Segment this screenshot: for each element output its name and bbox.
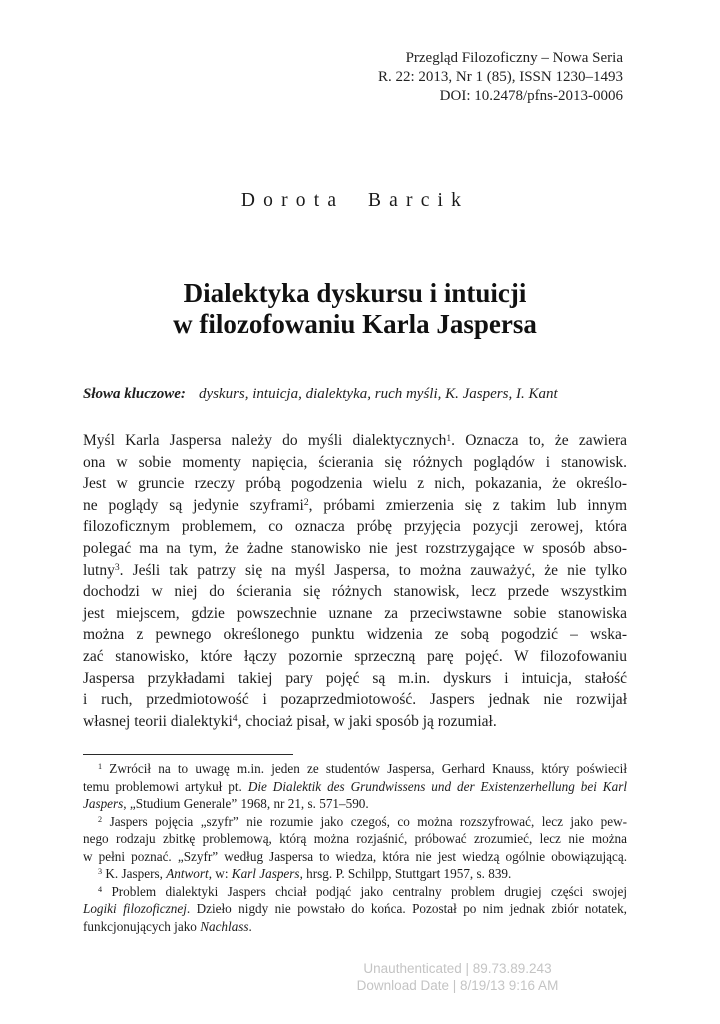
keywords-row (83, 386, 643, 403)
footnote-marker: 4 (232, 713, 238, 725)
text-line: własnej teorii dialektyki$^4$, chociaż pisał, w jaki sposób ją rozumiał. (83, 712, 497, 730)
text-line: $^3$ K. Jaspers, Antwort, w: Karl Jaspers, hrsg. P. Schilpp, Stuttgart 1957, s. 839. (98, 866, 512, 881)
journal-issue-issn: R. 22: 2013, Nr 1 (85), ISSN 1230–1493 (377, 69, 623, 85)
article-title (83, 278, 627, 340)
text-line: i ruch, przedmiotowość i pozaprzedmiotowość. Jaspers jednak nie rozwijał (83, 691, 627, 709)
text-line: można z pewnego określonego punktu widzenia ze sobą pogodzić – wska- (83, 626, 627, 644)
journal-header (378, 49, 623, 106)
article-title-line-1: Dialektyka dyskursu i intuicji (183, 278, 527, 308)
access-stamp-line-1: Unauthenticated | 89.73.89.243 (363, 961, 552, 976)
journal-doi: DOI: 10.2478/pfns-2013-0006 (439, 88, 623, 104)
text-line: temu problemowi artykuł pt. Die Dialektik des Grundwissens und der Existenzerhellung bei Karl (83, 778, 627, 794)
text-line: funkcjonujących jako Nachlass. (83, 918, 252, 934)
text-line: jest miejscem, gdzie powszechnie uznane za przeciwstawne sobie stanowiska (83, 604, 627, 622)
footnote-separator (83, 754, 293, 755)
text-line: ne poglądy są jedynie szyframi$^2$, próbami zmierzenia się z takim lub innym (83, 496, 628, 514)
text-line: polegać ma na tym, że żadne stanowisko nie jest rozstrzygające w sposób abso- (83, 539, 627, 557)
text-line: $^4$ Problem dialektyki Jaspers chciał podjąć jako centralny problem drugiej części swojej (98, 883, 627, 899)
journal-name: Przegląd Filozoficzny – Nowa Seria (405, 50, 623, 66)
article-title-line-2: w filozofowaniu Karla Jaspersa (173, 309, 537, 339)
footnote-marker: 2 (98, 814, 103, 824)
access-stamp-line-2: Download Date | 8/19/13 9:16 AM (356, 978, 559, 993)
text-line: zać stanowisko, które łączy pozornie sprzeczną parę pojęć. W filozofowaniu (83, 647, 627, 665)
text-line: Jest w gruncie rzeczy próbą pogodzenia wielu z nich, pokazania, że określo- (83, 475, 627, 493)
text-line: ona w sobie momenty napięcia, ścierania się różnych poglądów i stanowisk. (83, 453, 627, 471)
text-line: w pełni poznać. „Szyfr” według Jaspersa to wiedza, która nie jest wiedzą ogólnie obowiązującą. (83, 848, 627, 864)
text-line: nego rodzaju zbitkę problemową, którą można rozjaśnić, próbować zrozumieć, lecz nie można (83, 831, 627, 846)
keywords-list: dyskurs, intuicja, dialektyka, ruch myśli, K. Jaspers, I. Kant (198, 386, 558, 402)
author-name: Dorota Barcik (240, 190, 470, 211)
footnote-marker: 1 (98, 762, 103, 772)
footnote-marker: 4 (98, 884, 103, 894)
access-stamp (300, 960, 615, 994)
footnote-marker: 1 (446, 432, 452, 444)
text-line: $^2$ Jaspers pojęcia „szyfr” nie rozumie jako czegoś, co można rozszyfrować, lecz jako pew- (98, 813, 627, 829)
text-line: Jaspers, „Studium Generale” 1968, nr 21, s. 571–590. (83, 796, 369, 811)
body-paragraph (83, 430, 627, 732)
text-line: filozoficznym problemem, co oznacza próbę przyjęcia pozycji zerowej, która (83, 518, 627, 536)
text-line: lutny$^3$. Jeśli tak patrzy się na myśl Jaspersa, to można zauważyć, że nie tylko (83, 561, 627, 579)
text-line: $^1$ Zwrócił na to uwagę m.in. jeden ze studentów Jaspersa, Gerhard Knauss, który poświecił (98, 761, 627, 776)
text-line: Myśl Karla Jaspersa należy do myśli dialektycznych$^1$. Oznacza to, że zawiera (83, 432, 627, 449)
footnote-marker: 3 (114, 562, 120, 574)
footnote-marker: 3 (98, 867, 103, 877)
text-line: Logiki filozoficznej. Dzieło nigdy nie powstało do końca. Pozostał po nim jednak zbiór notatek, (83, 901, 627, 916)
text-line: dochodzi w niej do ścierania się różnych stanowisk, lecz przede wszystkim (83, 583, 627, 601)
keywords-label: Słowa kluczowe: (83, 386, 186, 402)
text-line: Jaspersa przykładami takiej pary pojęć są m.in. dyskurs i intuicja, stałość (83, 669, 627, 687)
footnote-marker: 2 (303, 497, 309, 509)
footnotes-section (83, 760, 627, 935)
